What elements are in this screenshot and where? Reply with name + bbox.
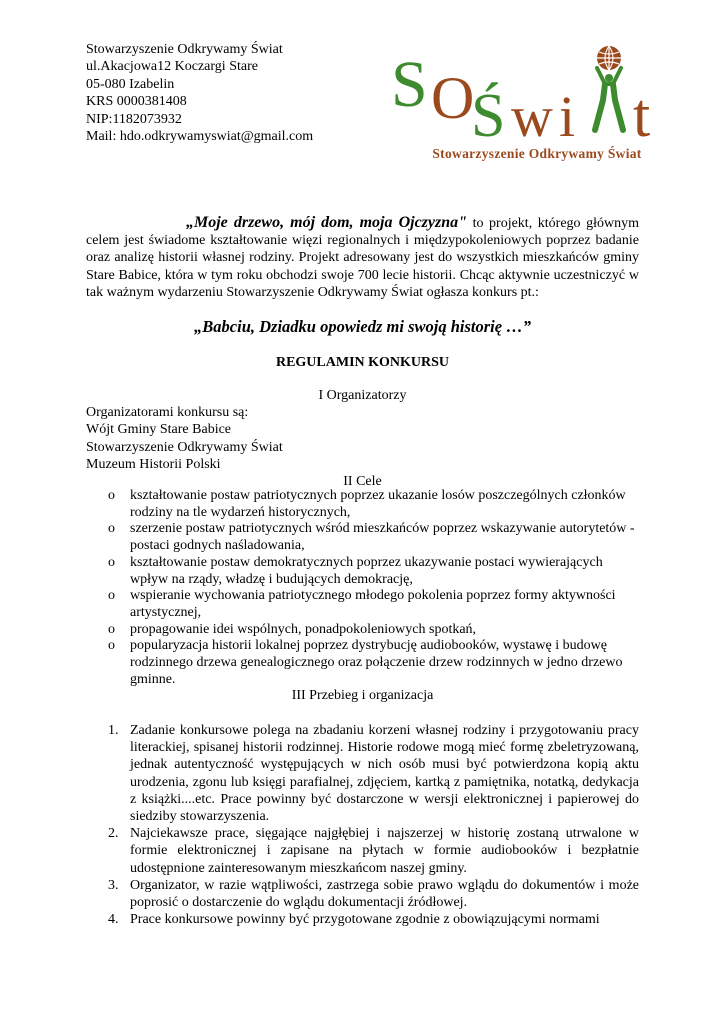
svg-text:t: t — [633, 82, 651, 144]
address-line-nip: NIP:1182073932 — [86, 111, 182, 127]
goal-text: propagowanie idei wspólnych, ponadpokoleniowych spotkań, — [130, 621, 477, 637]
svg-text:O: O — [431, 65, 475, 131]
section-heading-procedure: III Przebieg i organizacja — [291, 688, 434, 703]
regulations-title: REGULAMIN KONKURSU — [275, 355, 450, 370]
organizer-item: Muzeum Historii Polski — [86, 457, 221, 473]
step-text: Zadanie konkursowe polega na zbadaniu korzeni własnej rodziny i przygotowaniu pracy literackiej, spisanej historii rodzinnej. Historie rodowe mogą mieć formę zbeletryzowaną, jednak autentyczność występujących w nich osób musi być potwierdzona kopią aktu urodzenia, zgonu lub księgi parafialnej, zdjęciem, kartką z pamiętnika, notatką, dedykacja z książki....etc. Prace powinny być dostarczone w wersji elektronicznej i papierowej do siedziby stowarzyszenia. — [130, 723, 639, 825]
step-text: Prace konkursowe powinny być przygotowane zgodnie z obowiązującymi normami — [130, 912, 600, 928]
list-item — [108, 588, 639, 621]
goal-text: wspieranie wychowania patriotycznego młodego pokolenia poprzez formy aktywności artystycznej, — [130, 588, 616, 620]
svg-text:i: i — [559, 84, 576, 144]
figure-icon — [595, 68, 623, 130]
bullet-icon: o — [108, 621, 115, 637]
list-item — [108, 555, 639, 588]
organizer-item: Wójt Gminy Stare Babice — [86, 422, 232, 438]
goal-text: kształtowanie postaw demokratycznych poprzez ukazywanie postaci wywierających wpływ na rządy, władzę i budujących demokrację, — [130, 554, 603, 587]
project-title: „Moje drzewo, mój dom, moja Ojczyzna" — [186, 214, 468, 231]
svg-text:S: S — [391, 48, 428, 121]
section-heading-organizers: I Organizatorzy — [318, 388, 407, 403]
goal-text: szerzenie postaw patriotycznych wśród mieszkańców poprzez wskazywanie autorytetów - postaci godnych naśladowania, — [130, 521, 635, 554]
organizer-item: Stowarzyszenie Odkrywamy Świat — [86, 439, 283, 455]
list-item — [108, 488, 639, 521]
organizers-list — [86, 404, 283, 474]
logo-mark — [387, 44, 687, 144]
contest-title: „Babciu, Dziadku opowiedz mi swoją historię …” — [194, 317, 531, 336]
bullet-icon: o — [108, 488, 115, 503]
goal-text: popularyzacja historii lokalnej poprzez dystrybucję audiobooków, wystawę i budowę rodzinnego drzewa genealogicznego oraz połączenie drzew rodzinnych w jedno drzewo gminne. — [130, 638, 623, 687]
bullet-icon: o — [108, 554, 115, 570]
sender-address — [86, 41, 313, 145]
list-item — [108, 622, 639, 639]
step-text: Organizator, w razie wątpliwości, zastrzega sobie prawo wglądu do dokumentów i może poprosić o dostarczenie do wglądu dokumentacji źródłowej. — [130, 877, 639, 911]
list-item — [108, 911, 639, 928]
list-item — [108, 521, 639, 554]
step-text: Najciekawsze prace, sięgające najgłębiej i najszerzej w historię zostaną utrwalone w formie elektronicznej i zapisane na płytach w formie audiobooków i bezpłatnie udostępnione zainteresowanym mieszkańcom naszej gminy. — [130, 826, 639, 876]
address-line-org: Stowarzyszenie Odkrywamy Świat — [86, 42, 283, 57]
list-item — [108, 638, 639, 688]
goal-text: kształtowanie postaw patriotycznych poprzez ukazanie losów poszczególnych członków rodziny na tle wydarzeń historycznych, — [130, 488, 626, 520]
svg-text:Ś: Ś — [471, 82, 506, 144]
item-number: 2. — [108, 826, 119, 842]
bullet-icon: o — [108, 638, 115, 654]
svg-text:w: w — [511, 84, 553, 144]
address-line-city: 05-080 Izabelin — [86, 76, 175, 92]
intro-paragraph — [86, 214, 639, 301]
logo-organization-name: Stowarzyszenie Odkrywamy Świat — [432, 146, 642, 161]
address-line-email: Mail: hdo.odkrywamyswiat@gmail.com — [86, 129, 314, 145]
item-number: 4. — [108, 912, 119, 928]
intro-text: to projekt, którego głównym celem jest świadome kształtowanie więzi regionalnych i międzypokoleniowych poprzez badanie oraz analizę historii własnej rodziny. Projekt adresowany jest do wszystkich mieszkańców gminy Stare Babice, która w tym roku obchodzi swoje 700 lecie historii. Chcąc aktywnie uczestniczyć w tak ważnym wydarzeniu Stowarzyszenie Odkrywamy Świat ogłasza konkurs pt.: — [86, 216, 639, 300]
list-item — [108, 722, 639, 825]
bullet-icon: o — [108, 588, 115, 604]
organizers-intro: Organizatorami konkursu są: — [86, 405, 249, 420]
procedure-list — [108, 722, 639, 928]
globe-icon — [597, 46, 621, 70]
section-heading-goals: II Cele — [343, 474, 382, 489]
list-item — [108, 825, 639, 877]
address-line-krs: KRS 0000381408 — [86, 94, 187, 110]
goals-list — [108, 488, 639, 688]
list-item — [108, 877, 639, 911]
address-line-street: ul.Akacjowa12 Koczargi Stare — [86, 59, 258, 75]
bullet-icon: o — [108, 521, 115, 537]
item-number: 1. — [108, 723, 119, 738]
organization-logo — [387, 44, 687, 169]
item-number: 3. — [108, 877, 119, 893]
